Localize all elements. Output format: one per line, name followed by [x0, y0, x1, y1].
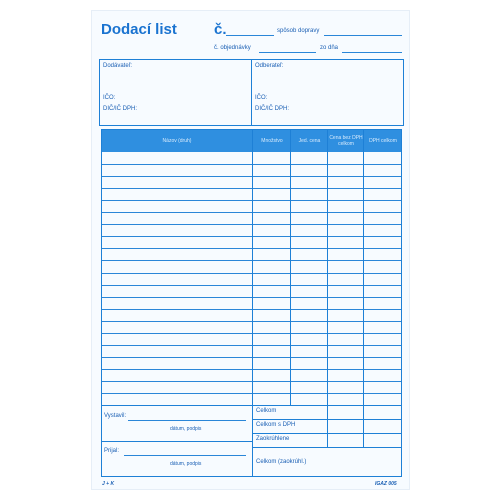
- supplier-ico-label: IČO:: [103, 95, 116, 101]
- form-title: Dodací list: [101, 21, 177, 38]
- issued-by-label: Vystavil:: [104, 413, 127, 419]
- received-date-sign-label: dátum, podpis: [170, 461, 202, 467]
- parties-divider: [251, 59, 252, 126]
- customer-dic-label: DIČ/IČ DPH:: [255, 106, 290, 112]
- column-name-header: Názov (druh): [162, 138, 192, 144]
- total-rounded-label: Celkom (zaokrúhl.): [256, 459, 307, 465]
- order-number-field-line[interactable]: [259, 52, 316, 53]
- customer-label: Odberateľ:: [255, 63, 284, 69]
- delivery-note-form: [91, 10, 410, 490]
- number-field-line[interactable]: [226, 35, 274, 36]
- column-price-excl-vat-header: Cena bez DPH celkom: [329, 135, 363, 147]
- received-by-label: Prijal:: [104, 448, 120, 454]
- received-by-line[interactable]: [124, 455, 246, 456]
- column-unit-price-header: Jed. cena: [298, 138, 321, 144]
- total-vat-label: Celkom s DPH: [256, 422, 296, 428]
- column-divider-2: [290, 129, 291, 406]
- order-date-label: zo dňa: [320, 45, 339, 51]
- column-divider-1: [252, 129, 253, 406]
- order-number-label: č. objednávky: [214, 45, 251, 51]
- column-divider-4: [363, 129, 364, 447]
- supplier-label: Dodávateľ:: [103, 63, 133, 69]
- publisher-mark: J + K: [102, 481, 115, 487]
- totals-divider-2: [252, 433, 402, 434]
- column-vat-header: DPH celkom: [369, 138, 397, 144]
- column-divider-3: [327, 129, 328, 447]
- transport-field-line[interactable]: [324, 35, 402, 36]
- order-date-field-line[interactable]: [342, 52, 402, 53]
- totals-divider-1: [252, 419, 402, 420]
- issued-date-sign-label: dátum, podpis: [170, 426, 202, 432]
- number-label: č.: [214, 21, 227, 38]
- issued-by-line[interactable]: [128, 420, 246, 421]
- customer-ico-label: IČO:: [255, 95, 268, 101]
- column-quantity-header: Množstvo: [261, 138, 283, 144]
- total-label: Celkom: [256, 408, 277, 414]
- footer-divider: [252, 405, 253, 477]
- form-code: IGAZ 005: [375, 481, 397, 487]
- supplier-dic-label: DIČ/IČ DPH:: [103, 106, 138, 112]
- rounding-label: Zaokrúhlene: [256, 436, 290, 442]
- totals-divider-3: [252, 447, 402, 448]
- transport-label: spôsob dopravy: [277, 28, 320, 34]
- footer-left-divider: [101, 441, 252, 442]
